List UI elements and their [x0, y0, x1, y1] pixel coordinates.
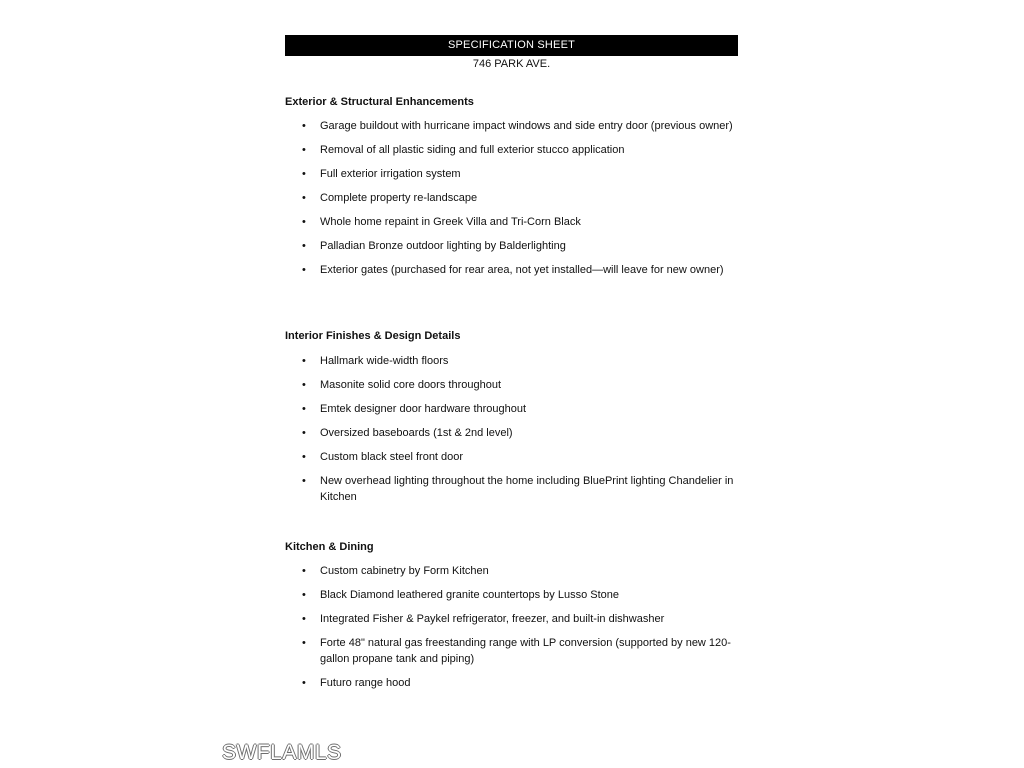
- list-item-text: Futuro range hood: [320, 677, 411, 689]
- bullet-icon: •: [302, 216, 306, 228]
- bullet-icon: •: [302, 379, 306, 391]
- list-item: [285, 587, 745, 603]
- spec-sheet-title: SPECIFICATION SHEET: [285, 35, 738, 56]
- bullet-icon: •: [302, 120, 306, 132]
- property-address: 746 PARK AVE.: [472, 58, 551, 70]
- list-item: [285, 377, 745, 393]
- section-heading-kitchen: Kitchen & Dining: [285, 541, 374, 553]
- bullet-icon: •: [302, 168, 306, 180]
- bullet-icon: •: [302, 677, 306, 689]
- list-item-text: Full exterior irrigation system: [320, 168, 461, 180]
- bullet-icon: •: [302, 264, 306, 276]
- list-item: [285, 166, 745, 182]
- list-item: [285, 262, 745, 278]
- list-item: [285, 675, 745, 691]
- list-item: [285, 142, 745, 158]
- bullet-icon: •: [302, 240, 306, 252]
- mls-watermark: SWFLAMLS: [222, 741, 342, 764]
- list-item-text: Palladian Bronze outdoor lighting by Balderlighting: [320, 240, 566, 252]
- list-item: [285, 449, 745, 465]
- list-item-text: Black Diamond leathered granite countertops by Lusso Stone: [320, 589, 620, 601]
- list-item: [285, 611, 745, 627]
- list-item: [285, 401, 745, 417]
- bullet-icon: •: [302, 637, 306, 649]
- kitchen-list: [285, 563, 745, 699]
- section-heading-interior: Interior Finishes & Design Details: [285, 330, 461, 342]
- list-item: [285, 214, 745, 230]
- list-item-text: Custom cabinetry by Form Kitchen: [320, 565, 489, 577]
- bullet-icon: •: [302, 589, 306, 601]
- section-heading-exterior: Exterior & Structural Enhancements: [285, 96, 474, 108]
- exterior-list: [285, 118, 745, 286]
- list-item-text: Forte 48" natural gas freestanding range with LP conversion (supported by new 120-gallon propane tank and piping): [320, 637, 731, 665]
- list-item-text: Masonite solid core doors throughout: [320, 379, 501, 391]
- list-item: [285, 563, 745, 579]
- list-item: [285, 635, 745, 667]
- list-item-text: Whole home repaint in Greek Villa and Tri-Corn Black: [320, 216, 581, 228]
- bullet-icon: •: [302, 565, 306, 577]
- bullet-icon: •: [302, 192, 306, 204]
- list-item: [285, 473, 745, 505]
- list-item-text: Removal of all plastic siding and full exterior stucco application: [320, 144, 625, 156]
- list-item-text: Hallmark wide-width floors: [320, 355, 449, 367]
- list-item-text: Integrated Fisher & Paykel refrigerator, freezer, and built-in dishwasher: [320, 613, 665, 625]
- bullet-icon: •: [302, 451, 306, 463]
- list-item-text: Exterior gates (purchased for rear area, not yet installed—will leave for new owner): [320, 264, 724, 276]
- list-item: [285, 425, 745, 441]
- list-item-text: Garage buildout with hurricane impact windows and side entry door (previous owner): [320, 120, 733, 132]
- list-item-text: Complete property re-landscape: [320, 192, 478, 204]
- list-item: [285, 118, 745, 134]
- list-item: [285, 353, 745, 369]
- bullet-icon: •: [302, 403, 306, 415]
- list-item: [285, 238, 745, 254]
- list-item-text: New overhead lighting throughout the home including BluePrint lighting Chandelier in Kitchen: [320, 475, 734, 503]
- bullet-icon: •: [302, 427, 306, 439]
- bullet-icon: •: [302, 475, 306, 487]
- list-item-text: Emtek designer door hardware throughout: [320, 403, 527, 415]
- list-item-text: Custom black steel front door: [320, 451, 464, 463]
- interior-list: [285, 353, 745, 513]
- bullet-icon: •: [302, 355, 306, 367]
- bullet-icon: •: [302, 144, 306, 156]
- bullet-icon: •: [302, 613, 306, 625]
- list-item-text: Oversized baseboards (1st & 2nd level): [320, 427, 513, 439]
- list-item: [285, 190, 745, 206]
